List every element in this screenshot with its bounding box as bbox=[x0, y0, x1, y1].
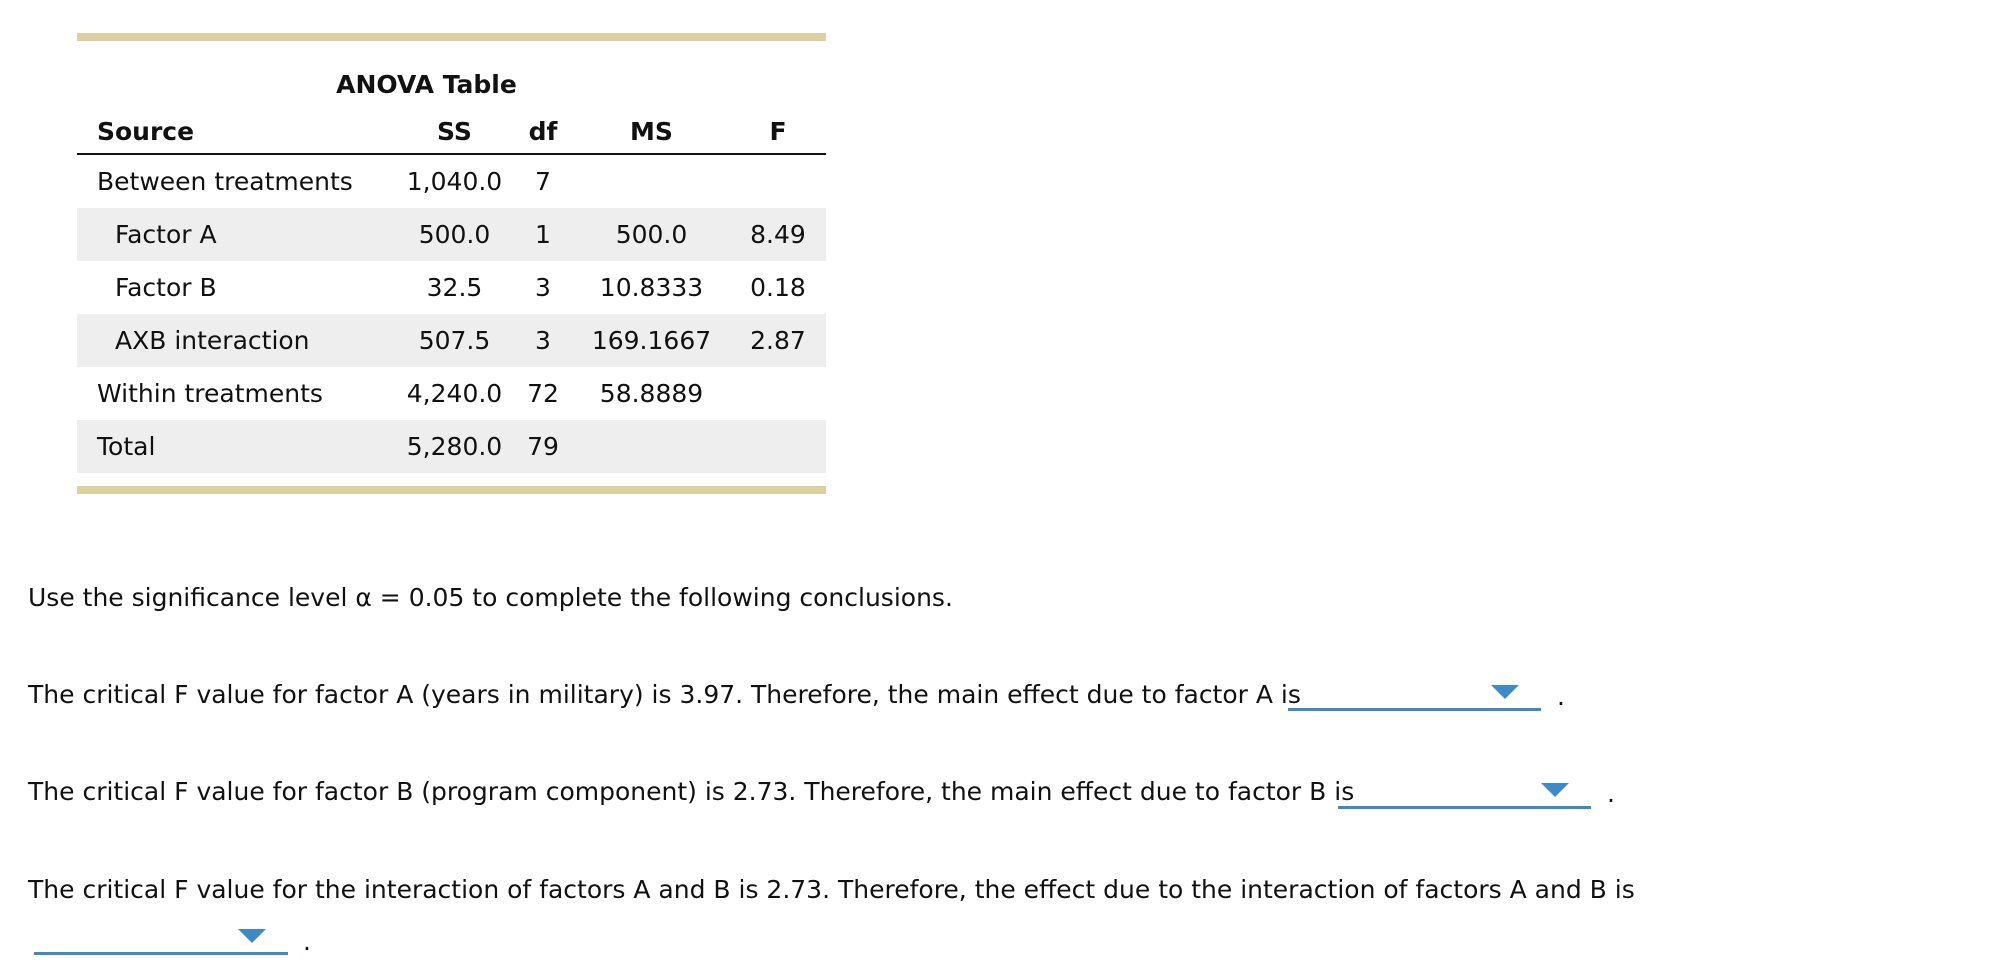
header-f: F bbox=[730, 109, 826, 154]
table-row bbox=[77, 314, 826, 367]
anova-table-block bbox=[77, 33, 826, 494]
interaction-conclusion-dropdown[interactable] bbox=[34, 921, 288, 955]
header-df: df bbox=[513, 109, 573, 154]
row-ms: 500.0 bbox=[573, 208, 730, 261]
question-2-text: The critical F value for factor B (program component) is 2.73. Therefore, the main effect due to factor B is bbox=[28, 777, 1355, 806]
row-df: 79 bbox=[513, 420, 573, 473]
row-source: Factor A bbox=[77, 208, 396, 261]
row-ms: 169.1667 bbox=[573, 314, 730, 367]
row-ms: 10.8333 bbox=[599, 273, 704, 302]
row-f: 0.18 bbox=[750, 273, 806, 302]
row-source: Factor B bbox=[115, 273, 217, 302]
row-ss: 32.5 bbox=[426, 273, 483, 302]
header-ss: SS bbox=[396, 109, 513, 154]
row-ss: 507.5 bbox=[396, 314, 513, 367]
table-row bbox=[77, 154, 826, 208]
row-ms: 58.8889 bbox=[599, 379, 704, 408]
table-top-rule bbox=[77, 33, 826, 41]
row-ss: 4,240.0 bbox=[406, 379, 503, 408]
header-ms: MS bbox=[573, 109, 730, 154]
row-df: 7 bbox=[535, 167, 551, 196]
row-ms bbox=[573, 420, 730, 473]
table-row bbox=[77, 261, 826, 314]
row-df: 1 bbox=[513, 208, 573, 261]
table-header-row bbox=[77, 109, 826, 154]
period: . bbox=[1557, 682, 1565, 711]
chevron-down-icon bbox=[1541, 783, 1569, 797]
period: . bbox=[303, 927, 311, 956]
table-row bbox=[77, 208, 826, 261]
table-row bbox=[77, 420, 826, 473]
chevron-down-icon bbox=[238, 929, 266, 943]
row-f bbox=[730, 367, 826, 420]
row-df: 3 bbox=[535, 273, 551, 302]
row-source: AXB interaction bbox=[77, 314, 396, 367]
instructions-text: Use the significance level α = 0.05 to complete the following conclusions. bbox=[28, 583, 953, 612]
question-1-text: The critical F value for factor A (years in military) is 3.97. Therefore, the main effect due to factor A is bbox=[28, 680, 1301, 709]
row-source: Within treatments bbox=[97, 379, 323, 408]
factor-a-conclusion-dropdown[interactable] bbox=[1288, 677, 1541, 711]
header-source: Source bbox=[77, 109, 396, 154]
table-row bbox=[77, 367, 826, 420]
row-f: 8.49 bbox=[730, 208, 826, 261]
anova-table bbox=[77, 109, 826, 473]
table-bottom-rule bbox=[77, 486, 826, 494]
row-ss: 5,280.0 bbox=[396, 420, 513, 473]
factor-b-conclusion-dropdown[interactable] bbox=[1338, 775, 1591, 809]
chevron-down-icon bbox=[1491, 685, 1519, 699]
row-f bbox=[730, 420, 826, 473]
row-source: Total bbox=[77, 420, 396, 473]
table-title: ANOVA Table bbox=[336, 70, 517, 99]
row-source: Between treatments bbox=[97, 167, 353, 196]
row-ms bbox=[573, 154, 730, 208]
row-f bbox=[730, 154, 826, 208]
row-df: 72 bbox=[527, 379, 559, 408]
row-f: 2.87 bbox=[730, 314, 826, 367]
row-df: 3 bbox=[513, 314, 573, 367]
row-ss: 1,040.0 bbox=[406, 167, 503, 196]
question-3-text: The critical F value for the interaction of factors A and B is 2.73. Therefore, the effect due to the interaction of factors A and B is bbox=[28, 875, 1635, 904]
row-ss: 500.0 bbox=[396, 208, 513, 261]
period: . bbox=[1607, 779, 1615, 808]
